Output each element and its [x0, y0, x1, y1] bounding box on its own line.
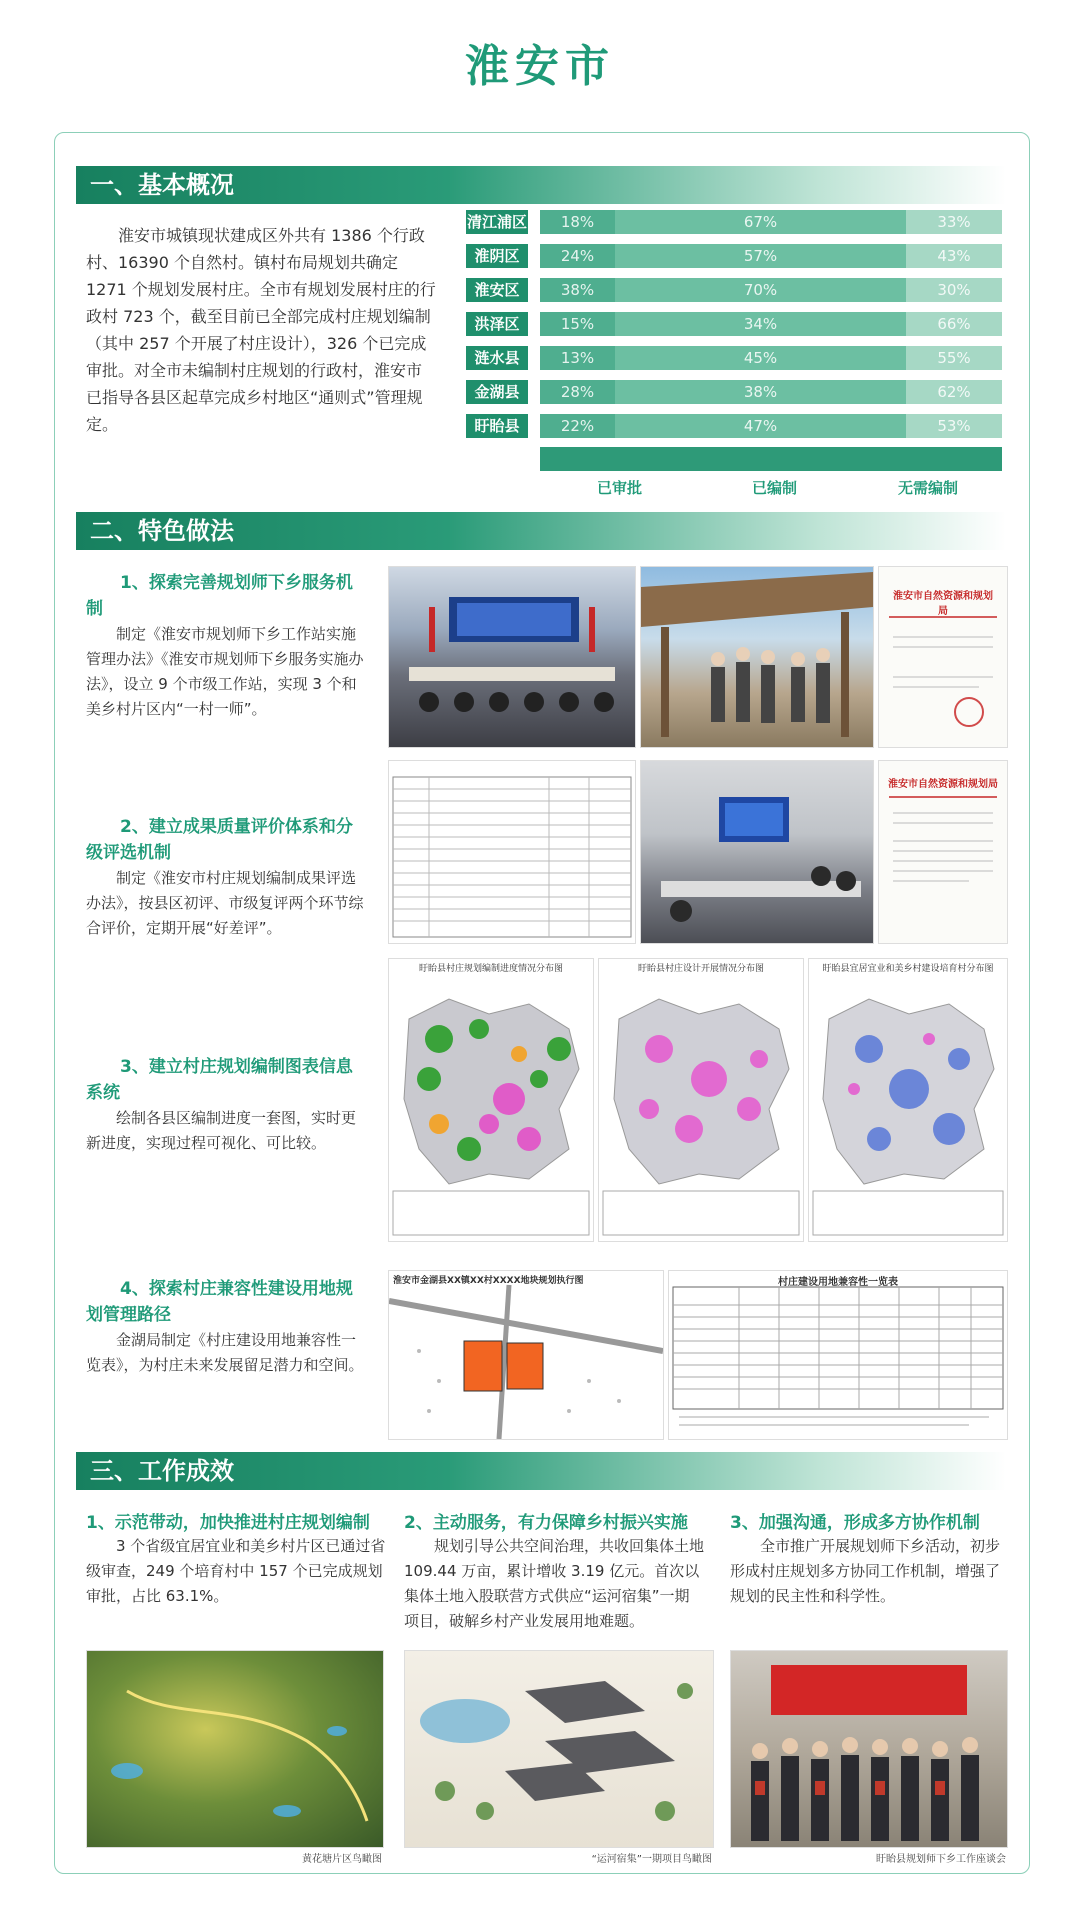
- bar-segment-compiled: 57%: [615, 244, 906, 268]
- aerial-illustration-1: [87, 1651, 383, 1847]
- document-photo-2: [878, 760, 1008, 944]
- practice-4-body: 金湖局制定《村庄建设用地兼容性一览表》，为村庄未来发展留足潜力和空间。: [86, 1331, 364, 1374]
- district-label: 清江浦区: [466, 210, 528, 234]
- caption-symposium: 盱眙县规划师下乡工作座谈会: [876, 1854, 1006, 1865]
- district-label: 盱眙县: [466, 414, 528, 438]
- result-3-body: 全市推广开展规划师下乡活动，初步形成村庄规划多方协同工作机制，增强了规划的民主性和科学性。: [730, 1537, 1001, 1605]
- bar-segment-compiled: 70%: [615, 278, 906, 302]
- district-label: 洪泽区: [466, 312, 528, 336]
- district-label: 淮安区: [466, 278, 528, 302]
- bar-segment-not-needed: 62%: [906, 380, 1002, 404]
- map-progress-illustration: [389, 959, 593, 1241]
- district-label: 金湖县: [466, 380, 528, 404]
- district-bar-row: [540, 414, 1002, 438]
- bar-segment-not-needed: 66%: [906, 312, 1002, 336]
- bar-segment-compiled: 34%: [615, 312, 906, 336]
- legend-approved: 已审批: [597, 479, 643, 497]
- table-document-photo: [388, 760, 636, 944]
- symposium-photo: [730, 1650, 1008, 1848]
- plan-drawing-illustration: [389, 1271, 663, 1439]
- bar-segment-approved: 24%: [540, 244, 615, 268]
- district-bar-row: [540, 312, 1002, 336]
- section-title-practices: 二、特色做法: [76, 512, 1006, 550]
- meeting-photo: [388, 566, 636, 748]
- plan-drawing-title: 淮安市金湖县XX镇XX村XXXX地块规划执行图: [393, 1276, 584, 1286]
- district-bar-row: [540, 346, 1002, 370]
- bar-segment-not-needed: 30%: [906, 278, 1002, 302]
- overview-text: 淮安市城镇现状建成区外共有 1386 个行政村、16390 个自然村。镇村布局规划共确定 1271 个规划发展村庄。全市有规划发展村庄的行政村 723 个，截至目前已全部完成村庄规划编制（其中 257 个开展了村庄设计），326 个已完成审批。对全市未编制村庄规划的行政村，淮安市已指导各县区起草完成乡村地区“通则式”管理规定。: [86, 226, 436, 434]
- bar-segment-compiled: 47%: [615, 414, 906, 438]
- bar-segment-not-needed: 53%: [906, 414, 1002, 438]
- practice-3-title: 3、建立村庄规划编制图表信息系统: [86, 1057, 353, 1103]
- result-2-body: 规划引导公共空间治理，共收回集体土地 109.44 万亩，累计增收 3.19 亿元。首次以集体土地入股联营方式供应“运河宿集”一期项目，破解乡村产业发展用地难题。: [404, 1537, 705, 1630]
- practice-2-body: 制定《淮安市村庄规划编制成果评选办法》，按县区初评、市级复评两个环节综合评价，定期开展“好差评”。: [86, 869, 364, 937]
- bar-segment-approved: 38%: [540, 278, 615, 302]
- review-meeting-photo: [640, 760, 874, 944]
- section-title-overview: 一、基本概况: [76, 166, 1006, 204]
- district-label: 淮阴区: [466, 244, 528, 268]
- map-design-illustration: [599, 959, 803, 1241]
- aerial-photo-huanghuatang: [86, 1650, 384, 1848]
- district-bar-row: [540, 210, 1002, 234]
- caption-aerial-1: 黄花塘片区鸟瞰图: [302, 1854, 382, 1865]
- result-2-title: 2、主动服务，有力保障乡村振兴实施: [404, 1513, 688, 1533]
- bar-segment-approved: 18%: [540, 210, 615, 234]
- bar-segment-approved: 28%: [540, 380, 615, 404]
- legend-not-needed: 无需编制: [898, 479, 959, 497]
- compatibility-table-title: 村庄建设用地兼容性一览表: [778, 1277, 898, 1288]
- bar-segment-compiled: 45%: [615, 346, 906, 370]
- practice-1-body: 制定《淮安市规划师下乡工作站实施管理办法》《淮安市规划师下乡服务实施办法》，设立 9 个市级工作站，实现 3 个和美乡村片区内“一村一师”。: [86, 625, 364, 718]
- aerial-illustration-2: [405, 1651, 713, 1847]
- review-meeting-illustration: [641, 761, 873, 943]
- aerial-photo-yunhe: [404, 1650, 714, 1848]
- compatibility-table-illustration: [669, 1271, 1007, 1439]
- practice-1-title: 1、探索完善规划师下乡服务机制: [86, 573, 353, 619]
- page-title: 淮安市: [465, 41, 615, 92]
- result-1-title: 1、示范带动，加快推进村庄规划编制: [86, 1513, 370, 1533]
- legend-bar: [540, 447, 1002, 471]
- result-1-body: 3 个省级宜居宜业和美乡村片区已通过省级审查，249 个培育村中 157 个已完成规划审批，占比 63.1%。: [86, 1537, 386, 1605]
- symposium-illustration: [731, 1651, 1007, 1847]
- bar-segment-compiled: 38%: [615, 380, 906, 404]
- bar-segment-approved: 15%: [540, 312, 615, 336]
- caption-aerial-2: “运河宿集”一期项目鸟瞰图: [591, 1854, 712, 1865]
- document-photo-1: [878, 566, 1008, 748]
- section-title-results: 三、工作成效: [76, 1452, 1006, 1490]
- map-design-title: 盱眙县村庄设计开展情况分布图: [637, 964, 764, 974]
- bar-segment-not-needed: 55%: [906, 346, 1002, 370]
- district-bar-row: [540, 380, 1002, 404]
- document-header-2: 淮安市自然资源和规划局: [888, 779, 998, 790]
- bar-segment-compiled: 67%: [615, 210, 906, 234]
- practice-3-body: 绘制各县区编制进度一套图，实时更新进度，实现过程可视化、可比较。: [86, 1109, 357, 1152]
- site-visit-illustration: [641, 567, 873, 747]
- practice-2-title: 2、建立成果质量评价体系和分级评选机制: [86, 817, 353, 863]
- legend-compiled: 已编制: [752, 479, 798, 497]
- bar-segment-not-needed: 33%: [906, 210, 1002, 234]
- meeting-illustration: [389, 567, 635, 747]
- map-progress-title: 盱眙县村庄规划编制进度情况分布图: [418, 964, 563, 974]
- compatibility-table: [668, 1270, 1008, 1440]
- bar-segment-approved: 13%: [540, 346, 615, 370]
- map-villages-illustration: [809, 959, 1007, 1241]
- district-label: 涟水县: [466, 346, 528, 370]
- practice-4-title: 4、探索村庄兼容性建设用地规划管理路径: [86, 1279, 353, 1325]
- map-progress: [388, 958, 594, 1242]
- result-3-title: 3、加强沟通，形成多方协作机制: [730, 1513, 980, 1533]
- plan-drawing: [388, 1270, 664, 1440]
- map-villages: [808, 958, 1008, 1242]
- bar-segment-not-needed: 43%: [906, 244, 1002, 268]
- map-villages-title: 盱眙县宜居宜业和美乡村建设培育村分布图: [822, 964, 994, 974]
- document-header-1: 淮安市自然资源和规划局: [893, 591, 993, 617]
- district-bar-row: [540, 244, 1002, 268]
- district-bar-row: [540, 278, 1002, 302]
- site-visit-photo: [640, 566, 874, 748]
- bar-segment-approved: 22%: [540, 414, 615, 438]
- map-design: [598, 958, 804, 1242]
- table-document-illustration: [389, 761, 635, 943]
